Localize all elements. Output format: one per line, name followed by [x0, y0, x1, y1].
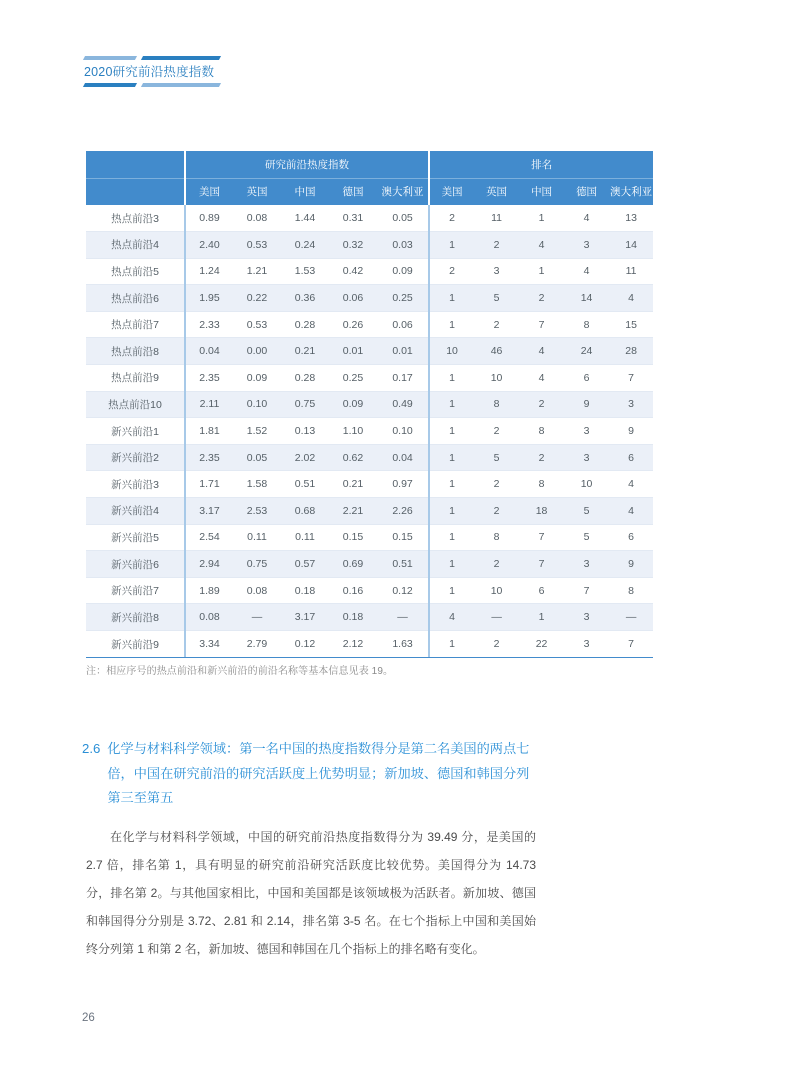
table-row: [86, 551, 653, 578]
rank-value-cell: —: [474, 604, 519, 631]
rank-value-cell: 6: [609, 524, 653, 551]
index-value-cell: 0.36: [281, 285, 329, 312]
index-value-cell: 1.63: [392, 638, 413, 651]
index-value-cell: 0.75: [281, 391, 329, 418]
rank-value-cell: 1: [429, 471, 474, 498]
table-note: 注：相应序号的热点前沿和新兴前沿的前沿名称等基本信息见表 19。: [86, 666, 394, 677]
row-label: 热点前沿5: [86, 258, 185, 285]
index-value-cell: 0.01: [329, 338, 377, 365]
rank-value-cell: 18: [519, 498, 564, 525]
rank-value-cell: 3: [474, 258, 519, 285]
rank-value-cell: 6: [609, 444, 653, 471]
row-label: 新兴前沿8: [86, 604, 185, 631]
rank-value-cell: 4: [429, 604, 474, 631]
index-value-cell: 0.53: [233, 232, 281, 259]
row-label: 热点前沿10: [86, 391, 185, 418]
table-row: [86, 577, 653, 604]
index-value-cell: 1.21: [233, 258, 281, 285]
index-value-cell: 3.34: [185, 631, 233, 658]
index-value-cell: 2.54: [185, 524, 233, 551]
rank-value-cell: 9: [564, 391, 609, 418]
index-value-cell: 0.16: [329, 577, 377, 604]
rank-value-cell: 3: [583, 638, 590, 651]
index-value-cell: 2.35: [185, 365, 233, 392]
section-title: 化学与材料科学领域：第一名中国的热度指数得分是第二名美国的两点七倍，中国在研究前沿的研究活跃度上优势明显；新加坡、德国和韩国分列第三至第五: [107, 741, 530, 805]
rank-value-cell: 4: [519, 365, 564, 392]
rank-value-cell: 2: [474, 418, 519, 445]
subheader-index-au: 澳大利亚: [377, 178, 429, 205]
index-value-cell: 0.22: [233, 285, 281, 312]
rank-value-cell: 1: [519, 604, 564, 631]
rank-value-cell: 10: [564, 471, 609, 498]
rank-value-cell: 4: [609, 498, 653, 525]
rank-value-cell: 1: [429, 577, 474, 604]
rank-value-cell: 8: [609, 577, 653, 604]
rank-value-cell: 3: [564, 444, 609, 471]
rank-value-cell: 4: [519, 338, 564, 365]
rank-value-cell: 1: [519, 258, 564, 285]
rank-value-cell: 8: [519, 418, 564, 445]
index-value-cell: 2.33: [185, 311, 233, 338]
table-row: [86, 285, 653, 312]
rank-value-cell: 2: [474, 311, 519, 338]
row-label: 新兴前沿1: [86, 418, 185, 445]
index-value-cell: 0.12: [377, 577, 429, 604]
row-label: 新兴前沿3: [86, 471, 185, 498]
table-row: [86, 444, 653, 471]
index-value-cell: 1.10: [329, 418, 377, 445]
index-value-cell: —: [233, 604, 281, 631]
row-label: 热点前沿9: [86, 365, 185, 392]
rank-value-cell: 5: [564, 498, 609, 525]
table-body: [86, 205, 653, 657]
rank-value-cell: 4: [564, 205, 609, 232]
research-front-table: [86, 151, 653, 658]
rank-value-cell: 2: [493, 638, 500, 651]
index-value-cell: 2.12: [342, 638, 364, 651]
index-value-cell: 1.44: [281, 205, 329, 232]
rank-value-cell: 8: [519, 471, 564, 498]
header-bar-light-icon: [83, 56, 137, 60]
rank-value-cell: 4: [519, 232, 564, 259]
table-corner-cell-2: [86, 178, 185, 205]
index-value-cell: 1.58: [233, 471, 281, 498]
rank-value-cell: 1: [429, 498, 474, 525]
rank-value-cell: 5: [474, 285, 519, 312]
index-value-cell: 2.94: [185, 551, 233, 578]
running-header: [82, 56, 242, 89]
index-value-cell: 0.28: [281, 365, 329, 392]
subheader-index-cn: 中国: [281, 178, 329, 205]
rank-value-cell: 4: [564, 258, 609, 285]
index-value-cell: 0.31: [329, 205, 377, 232]
index-value-cell: 1.52: [233, 418, 281, 445]
rank-value-cell: 9: [609, 418, 653, 445]
rank-value-cell: 7: [564, 577, 609, 604]
rank-value-cell: 8: [474, 391, 519, 418]
table-row: [86, 418, 653, 445]
table-row: [86, 338, 653, 365]
header-decoration-bottom: [82, 83, 232, 89]
index-value-cell: 0.26: [329, 311, 377, 338]
body-paragraph: 在化学与材料科学领域，中国的研究前沿热度指数得分为 39.49 分，是美国的 2.7 倍，排名第 1，具有明显的研究前沿研究活跃度比较优势。美国得分为 14.73 分，排名第 2。与其他国家相比，中国和美国都是该领域极为活跃者。新加坡、德国和韩国得分分别是 3.72、2.81 和 2.14，排名第 3-5 名。在七个指标上中国和美国始终分列第 1 和第 2 名，新加坡、德国和韩国在几个指标上的排名略有变化。: [86, 830, 536, 956]
row-label: 热点前沿7: [86, 311, 185, 338]
rank-value-cell: 1: [519, 205, 564, 232]
table-row: [86, 311, 653, 338]
row-label: 新兴前沿9: [111, 638, 159, 651]
index-value-cell: 0.68: [281, 498, 329, 525]
index-value-cell: 0.69: [329, 551, 377, 578]
rank-value-cell: 15: [609, 311, 653, 338]
index-value-cell: 0.10: [233, 391, 281, 418]
table: [86, 151, 653, 657]
rank-value-cell: 1: [429, 444, 474, 471]
table-row: [86, 498, 653, 525]
index-value-cell: 0.18: [281, 577, 329, 604]
rank-value-cell: 2: [519, 444, 564, 471]
group-header-index: 研究前沿热度指数: [185, 151, 429, 178]
index-value-cell: 0.25: [329, 365, 377, 392]
index-value-cell: 0.11: [233, 524, 281, 551]
rank-value-cell: 1: [429, 524, 474, 551]
rank-value-cell: —: [609, 604, 653, 631]
table-row: [86, 604, 653, 631]
rank-value-cell: 46: [474, 338, 519, 365]
index-value-cell: 0.18: [329, 604, 377, 631]
table-row: [86, 205, 653, 232]
rank-value-cell: 5: [474, 444, 519, 471]
rank-value-cell: 14: [564, 285, 609, 312]
rank-value-cell: 6: [519, 577, 564, 604]
index-value-cell: 0.03: [377, 232, 429, 259]
rank-value-cell: 1: [429, 551, 474, 578]
rank-value-cell: 1: [429, 631, 474, 658]
index-value-cell: 0.51: [377, 551, 429, 578]
index-value-cell: 0.13: [281, 418, 329, 445]
rank-value-cell: 1: [429, 285, 474, 312]
row-label: 新兴前沿5: [86, 524, 185, 551]
rank-value-cell: 3: [609, 391, 653, 418]
row-label: 热点前沿8: [86, 338, 185, 365]
row-label: 新兴前沿7: [86, 577, 185, 604]
subheader-index-de: 德国: [329, 178, 377, 205]
index-value-cell: 0.15: [329, 524, 377, 551]
rank-value-cell: 2: [474, 471, 519, 498]
section-heading: [82, 737, 542, 811]
index-value-cell: 0.28: [281, 311, 329, 338]
rank-value-cell: 9: [609, 551, 653, 578]
table-row: [86, 391, 653, 418]
index-value-cell: 1.81: [185, 418, 233, 445]
rank-value-cell: 7: [519, 551, 564, 578]
index-value-cell: 0.21: [281, 338, 329, 365]
table-row: [86, 258, 653, 285]
index-value-cell: 0.97: [377, 471, 429, 498]
index-value-cell: 2.21: [329, 498, 377, 525]
rank-value-cell: 2: [474, 232, 519, 259]
index-value-cell: 0.12: [294, 638, 316, 651]
table-bottom-rule: [86, 657, 653, 658]
subheader-index-uk: 英国: [233, 178, 281, 205]
index-value-cell: 2.35: [185, 444, 233, 471]
index-value-cell: 0.04: [185, 338, 233, 365]
index-value-cell: 0.57: [281, 551, 329, 578]
table-row: [86, 365, 653, 392]
rank-value-cell: 7: [519, 311, 564, 338]
index-value-cell: 0.04: [377, 444, 429, 471]
subheader-rank-cn: 中国: [519, 178, 564, 205]
rank-value-cell: 2: [519, 285, 564, 312]
rank-value-cell: 1: [429, 391, 474, 418]
index-value-cell: 2.11: [185, 391, 233, 418]
index-value-cell: 1.95: [185, 285, 233, 312]
index-value-cell: 0.08: [233, 577, 281, 604]
index-value-cell: 0.53: [233, 311, 281, 338]
rank-value-cell: 1: [429, 418, 474, 445]
rank-value-cell: 14: [609, 232, 653, 259]
index-value-cell: 0.05: [233, 444, 281, 471]
index-value-cell: 0.06: [329, 285, 377, 312]
index-value-cell: 1.89: [185, 577, 233, 604]
rank-value-cell: 11: [609, 258, 653, 285]
page-number: 26: [82, 1012, 95, 1024]
rank-value-cell: 28: [609, 338, 653, 365]
index-value-cell: 0.11: [281, 524, 329, 551]
index-value-cell: 0.10: [377, 418, 429, 445]
rank-value-cell: 7: [628, 638, 634, 651]
table-row: [86, 631, 653, 658]
rank-value-cell: 3: [564, 232, 609, 259]
index-value-cell: 0.00: [233, 338, 281, 365]
table-head: [86, 151, 653, 205]
subheader-rank-us: 美国: [429, 178, 474, 205]
row-label: 新兴前沿6: [86, 551, 185, 578]
index-value-cell: 3.17: [185, 498, 233, 525]
index-value-cell: 0.09: [377, 258, 429, 285]
rank-value-cell: 24: [564, 338, 609, 365]
rank-value-cell: 13: [609, 205, 653, 232]
row-label: 新兴前沿2: [86, 444, 185, 471]
table-corner-cell: [86, 151, 185, 178]
index-value-cell: 2.26: [377, 498, 429, 525]
header-bar-light-icon: [141, 83, 221, 87]
rank-value-cell: 10: [429, 338, 474, 365]
row-label: 热点前沿6: [86, 285, 185, 312]
rank-value-cell: 3: [564, 418, 609, 445]
table-row: [86, 471, 653, 498]
index-value-cell: 0.08: [185, 604, 233, 631]
rank-value-cell: 7: [609, 365, 653, 392]
index-value-cell: 0.05: [377, 205, 429, 232]
index-value-cell: 0.08: [233, 205, 281, 232]
index-value-cell: 0.24: [281, 232, 329, 259]
rank-value-cell: 3: [564, 551, 609, 578]
index-value-cell: 1.53: [281, 258, 329, 285]
rank-value-cell: 1: [429, 365, 474, 392]
rank-value-cell: 2: [474, 551, 519, 578]
index-value-cell: 0.32: [329, 232, 377, 259]
index-value-cell: 0.06: [377, 311, 429, 338]
table-sub-header-row: [86, 178, 653, 205]
header-decoration-top: [82, 56, 232, 62]
rank-value-cell: 7: [519, 524, 564, 551]
row-label: 热点前沿3: [86, 205, 185, 232]
row-label: 热点前沿4: [86, 232, 185, 259]
rank-value-cell: 8: [564, 311, 609, 338]
index-value-cell: 0.49: [377, 391, 429, 418]
rank-value-cell: 2: [474, 498, 519, 525]
header-bar-dark-icon: [141, 56, 221, 60]
index-value-cell: 0.25: [377, 285, 429, 312]
index-value-cell: 0.21: [329, 471, 377, 498]
index-value-cell: 0.62: [329, 444, 377, 471]
rank-value-cell: 3: [564, 604, 609, 631]
rank-value-cell: 1: [429, 232, 474, 259]
rank-value-cell: 6: [564, 365, 609, 392]
index-value-cell: 2.40: [185, 232, 233, 259]
rank-value-cell: 10: [474, 577, 519, 604]
index-value-cell: 0.15: [377, 524, 429, 551]
index-value-cell: 0.01: [377, 338, 429, 365]
index-value-cell: 1.24: [185, 258, 233, 285]
rank-value-cell: 2: [429, 258, 474, 285]
index-value-cell: 1.71: [185, 471, 233, 498]
table-row: [86, 232, 653, 259]
rank-value-cell: 8: [474, 524, 519, 551]
index-value-cell: 0.09: [329, 391, 377, 418]
rank-value-cell: 22: [535, 638, 548, 651]
table-group-header-row: [86, 151, 653, 178]
index-value-cell: —: [377, 604, 429, 631]
subheader-rank-au: 澳大利亚: [609, 178, 653, 205]
index-value-cell: 0.51: [281, 471, 329, 498]
subheader-rank-de: 德国: [564, 178, 609, 205]
rank-value-cell: 11: [474, 205, 519, 232]
index-value-cell: 0.17: [377, 365, 429, 392]
rank-value-cell: 4: [609, 285, 653, 312]
rank-value-cell: 2: [519, 391, 564, 418]
group-header-rank: 排名: [429, 151, 653, 178]
subheader-rank-uk: 英国: [474, 178, 519, 205]
header-title: 2020研究前沿热度指数: [84, 65, 215, 79]
section-number: 2.6: [82, 741, 101, 756]
table-row: [86, 524, 653, 551]
rank-value-cell: 2: [429, 205, 474, 232]
header-bar-dark-icon: [83, 83, 137, 87]
rank-value-cell: 1: [429, 311, 474, 338]
index-value-cell: 0.89: [185, 205, 233, 232]
index-value-cell: 0.09: [233, 365, 281, 392]
index-value-cell: 2.53: [233, 498, 281, 525]
index-value-cell: 0.42: [329, 258, 377, 285]
index-value-cell: 2.02: [281, 444, 329, 471]
index-value-cell: 0.75: [233, 551, 281, 578]
index-value-cell: 2.79: [246, 638, 268, 651]
subheader-index-us: 美国: [185, 178, 233, 205]
index-value-cell: 3.17: [281, 604, 329, 631]
rank-value-cell: 4: [609, 471, 653, 498]
rank-value-cell: 10: [474, 365, 519, 392]
row-label: 新兴前沿4: [86, 498, 185, 525]
rank-value-cell: 5: [564, 524, 609, 551]
